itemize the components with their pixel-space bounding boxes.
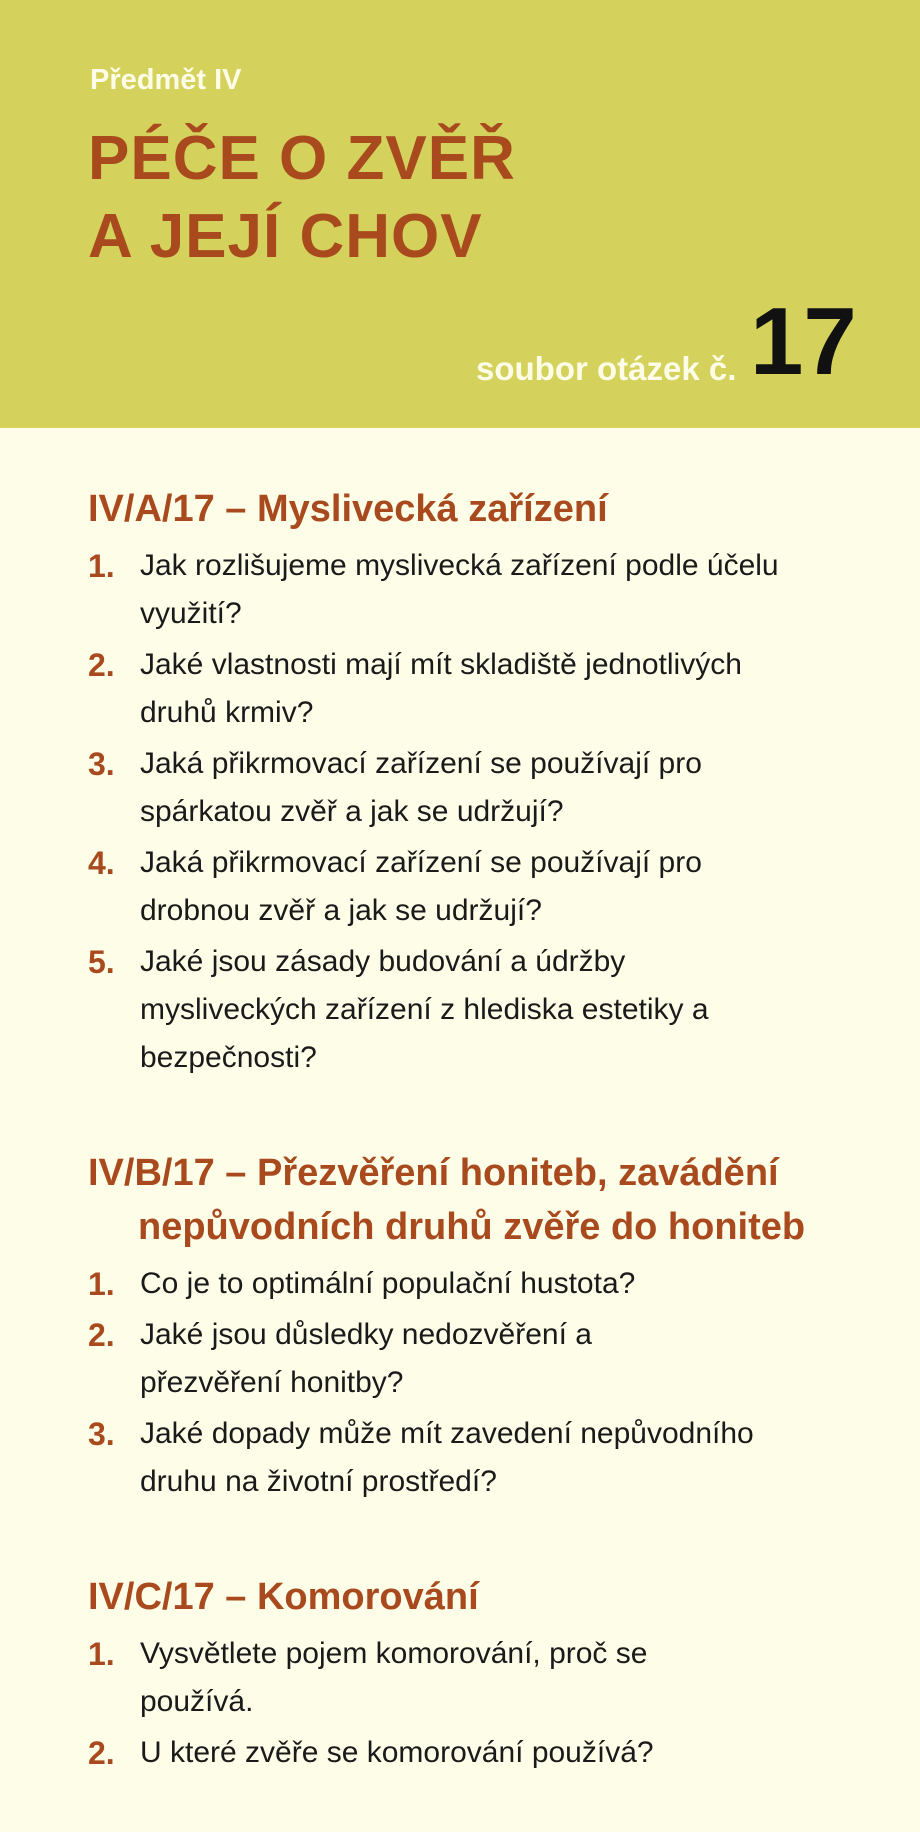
section-title: IV/C/17 – Komorování: [88, 1576, 479, 1618]
section-b: [88, 1146, 888, 1509]
question-number: 3 .: [88, 1410, 115, 1458]
question-number: 2 .: [88, 641, 115, 689]
question-item: [88, 839, 808, 935]
title-line-2: A JEJÍ CHOV: [88, 202, 483, 271]
section-c: [88, 1570, 888, 1780]
question-number: 2 .: [88, 1729, 115, 1777]
question-item: [88, 1729, 808, 1777]
question-item: [88, 1311, 700, 1407]
question-item: [88, 641, 808, 737]
question-text: Co je to optimální populační hustota?: [140, 1267, 636, 1300]
question-item: [88, 1410, 808, 1506]
page-title: [88, 120, 516, 276]
question-item: [88, 740, 808, 836]
question-number: 4 .: [88, 839, 115, 887]
question-number: 1 .: [88, 1630, 115, 1678]
section-title: IV/A/17 – Myslivecká zařízení: [88, 488, 608, 530]
section-title: IV/B/17 – Přezvěření honiteb, zavádění nepůvodních druhů zvěře do honiteb: [88, 1152, 806, 1248]
question-item: [88, 542, 808, 638]
question-number: 5 .: [88, 938, 115, 986]
set-label: soubor otázek č.: [476, 350, 737, 387]
question-text: Jaké jsou zásady budování a údržby mysliveckých zařízení z hlediska estetiky a bezpečnosti?: [140, 945, 709, 1074]
title-line-1: PÉČE O ZVĚŘ: [88, 124, 516, 193]
question-text: Jaká přikrmovací zařízení se používají pro spárkatou zvěř a jak se udržují?: [140, 747, 702, 828]
question-text: Jaké vlastnosti mají mít skladiště jednotlivých druhů krmiv?: [140, 648, 742, 729]
question-text: U které zvěře se komorování používá?: [140, 1736, 654, 1769]
question-item: [88, 1630, 660, 1726]
subject-label: Předmět IV: [90, 64, 242, 96]
set-number: 17: [750, 288, 857, 395]
question-text: Jaké dopady může mít zavedení nepůvodního druhu na životní prostředí?: [140, 1417, 754, 1498]
question-number: 3 .: [88, 740, 115, 788]
question-number: 2 .: [88, 1311, 115, 1359]
question-number: 1 .: [88, 1260, 115, 1308]
section-a: [88, 482, 888, 1085]
header-band: [0, 0, 920, 428]
question-text: Vysvětlete pojem komorování, proč se používá.: [140, 1637, 648, 1718]
question-text: Jak rozlišujeme myslivecká zařízení podle účelu využití?: [140, 549, 779, 630]
question-text: Jaká přikrmovací zařízení se používají pro drobnou zvěř a jak se udržují?: [140, 846, 702, 927]
question-item: [88, 1260, 808, 1308]
question-number: 1 .: [88, 542, 115, 590]
question-item: [88, 938, 808, 1082]
question-text: Jaké jsou důsledky nedozvěření a přezvěření honitby?: [140, 1318, 592, 1399]
